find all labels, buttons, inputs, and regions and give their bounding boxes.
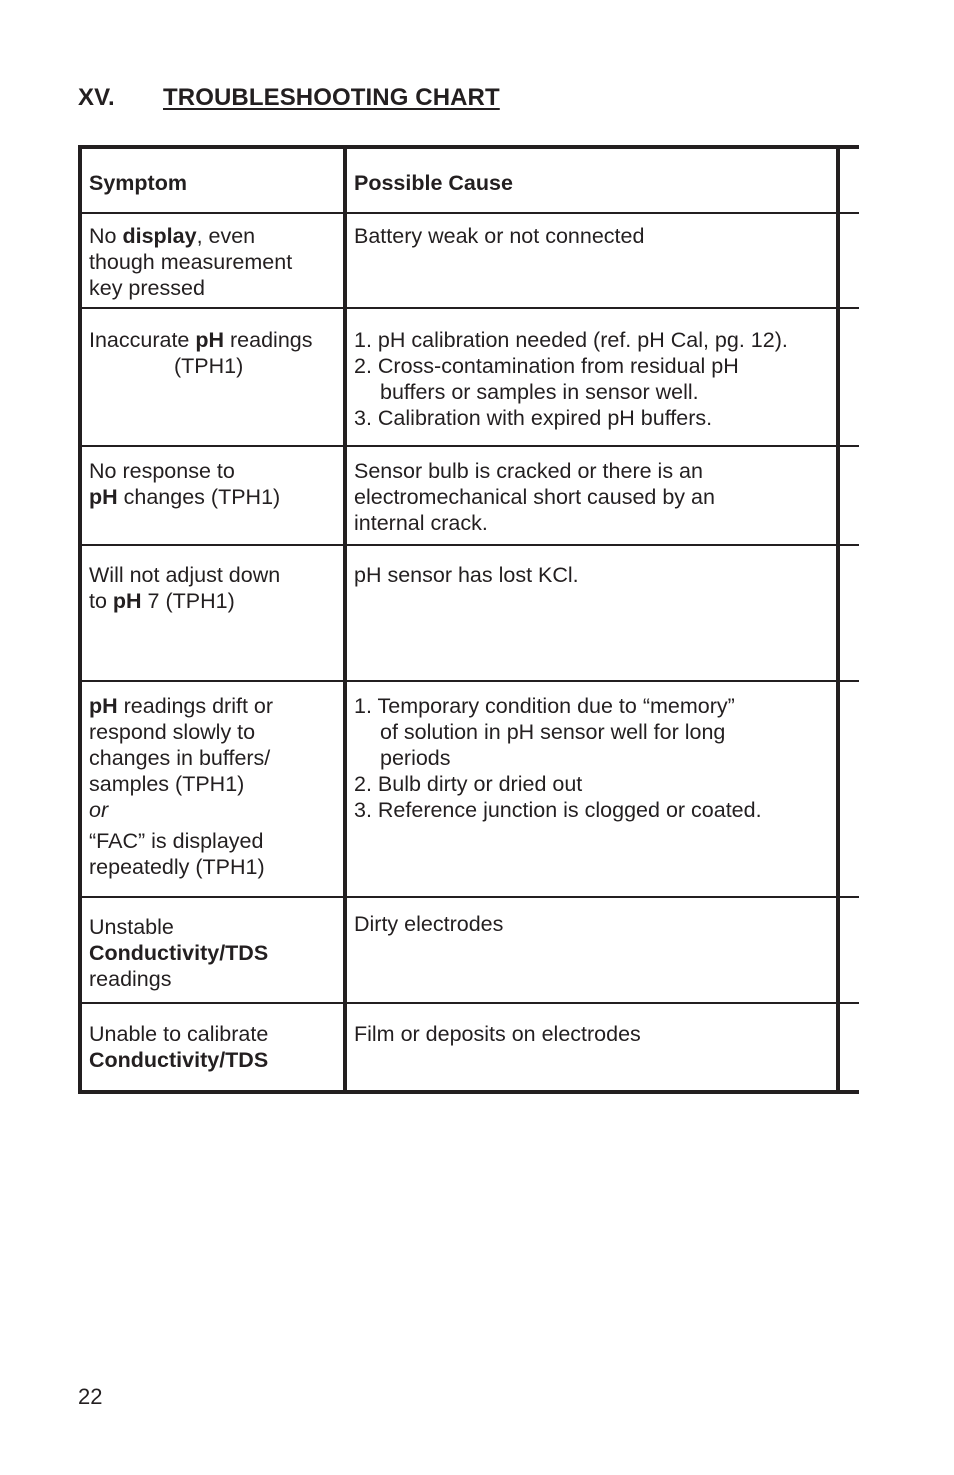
table-row-symptom: Unstable Conductivity/TDS readings xyxy=(89,915,269,991)
table-row-cause: 1. Temporary condition due to “memory” of solution in pH sensor well for long periods 2. Bulb dirty or dried out 3. Reference junction is clogged or coated. xyxy=(354,694,762,822)
table-left-border xyxy=(78,149,82,1090)
row-divider xyxy=(78,445,859,447)
section-number: XV. xyxy=(78,84,115,111)
table-row-symptom: pH readings drift or respond slowly to changes in buffers/ samples (TPH1) or “FAC” is displayed repeatedly (TPH1) xyxy=(89,694,274,879)
table-row-symptom: Unable to calibrate Conductivity/TDS xyxy=(89,1022,269,1072)
page-number: 22 xyxy=(78,1384,103,1409)
row-divider xyxy=(78,896,859,898)
table-row-symptom: No response to pH changes (TPH1) xyxy=(89,459,281,509)
row-divider xyxy=(78,212,859,214)
row-divider xyxy=(78,680,859,682)
table-row-cause: Sensor bulb is cracked or there is an electromechanical short caused by an internal crack. xyxy=(354,459,715,535)
header-possible-cause: Possible Cause xyxy=(354,171,513,195)
row-divider xyxy=(78,1002,859,1004)
table-row-cause: pH sensor has lost KCl. xyxy=(354,563,579,587)
table-row-symptom: Will not adjust down to pH 7 (TPH1) xyxy=(89,563,281,613)
table-row-symptom: Inaccurate pH readings (TPH1) xyxy=(89,328,313,378)
table-row-cause: Film or deposits on electrodes xyxy=(354,1022,641,1046)
row-divider xyxy=(78,544,859,546)
header-symptom: Symptom xyxy=(89,171,187,195)
table-row-cause: 1. pH calibration needed (ref. pH Cal, pg. 12). 2. Cross-contamination from residual pH buffers or samples in sensor well. 3. Calibration with expired pH buffers. xyxy=(354,328,788,430)
section-heading xyxy=(78,84,500,112)
table-row-cause: Dirty electrodes xyxy=(354,912,504,936)
section-title: TROUBLESHOOTING CHART xyxy=(163,84,500,111)
table-column-divider xyxy=(343,149,347,1090)
table-row-symptom: No display, even though measurement key pressed xyxy=(89,224,293,300)
table-right-border xyxy=(836,149,840,1090)
troubleshooting-table xyxy=(78,145,859,1094)
row-divider xyxy=(78,307,859,309)
table-row-cause: Battery weak or not connected xyxy=(354,224,645,248)
